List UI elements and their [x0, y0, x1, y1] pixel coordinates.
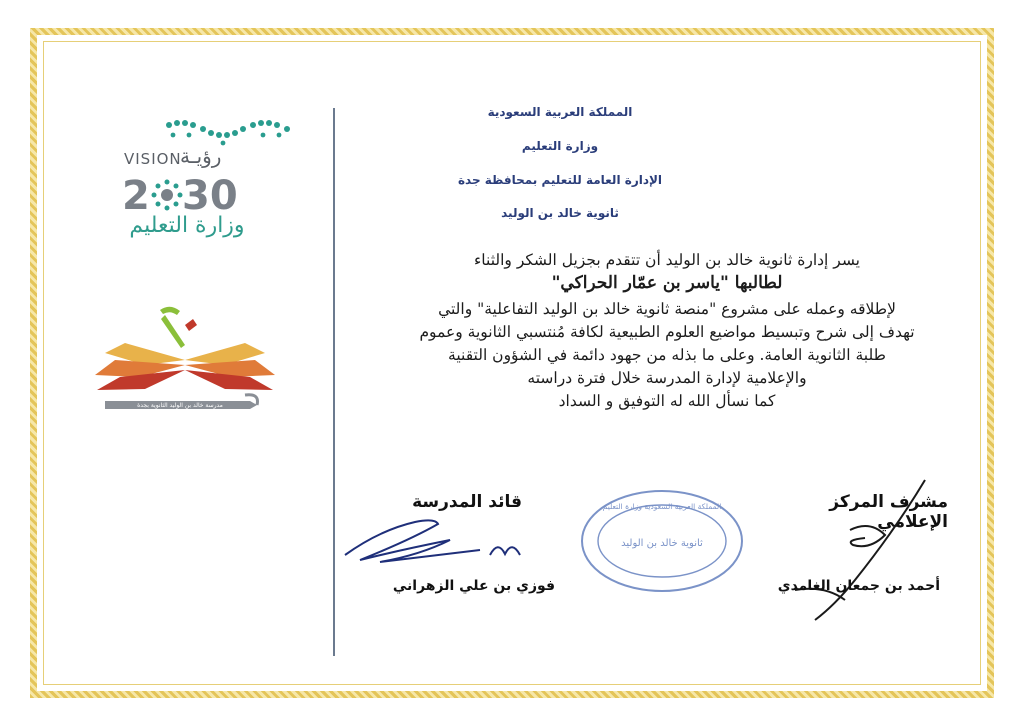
body-line-1: يسر إدارة ثانوية خالد بن الوليد أن تتقدم بجزيل الشكر والثناء	[474, 251, 860, 269]
year-digit-2: 2	[122, 173, 150, 219]
stamp-inner-text: ثانوية خالد بن الوليد	[621, 538, 703, 549]
body-line-7: كما نسأل الله له التوفيق و السداد	[558, 392, 776, 410]
school-leader-signature	[340, 510, 540, 570]
vertical-divider	[333, 108, 335, 656]
vision-emblem-icon	[150, 178, 184, 212]
ministry-of-education-logo-text: وزارة التعليم	[129, 213, 245, 238]
body-line-4: تهدف إلى شرح وتبسيط مواضيع العلوم الطبيعية لكافة مُنتسبي الثانوية وعموم	[419, 323, 915, 341]
school-leader-title: قائد المدرسة	[412, 492, 522, 512]
school-stamp	[578, 486, 746, 596]
header-school: ثانوية خالد بن الوليد	[501, 206, 619, 220]
school-leader-name: فوزي بن علي الزهراني	[392, 578, 555, 594]
body-line-6: والإعلامية لإدارة المدرسة خلال فترة دراسته	[527, 369, 807, 387]
student-name-line: لطالبها "ياسر بن عمّار الحراكي"	[551, 273, 783, 293]
year-digits-30: 30	[182, 173, 238, 219]
media-supervisor-signature	[775, 470, 945, 630]
body-line-5: طلبة الثانوية العامة. وعلى ما بذله من جهود دائمة في الشؤون التقنية	[448, 346, 886, 364]
header-country: المملكة العربية السعودية	[487, 105, 633, 119]
vision-arabic: رؤيـة	[180, 144, 222, 168]
vision-word: VISION	[124, 150, 182, 168]
header-directorate: الإدارة العامة للتعليم بمحافظة جدة	[457, 173, 663, 187]
emblem-text: مدرسة خالد بن الوليد الثانوية بجدة	[137, 402, 223, 409]
media-supervisor-title: مشرف المركز الإعلامي	[829, 492, 948, 532]
school-book-emblem-icon	[85, 305, 285, 425]
body-line-3: لإطلاقه وعمله على مشروع "منصة ثانوية خالد بن الوليد التفاعلية" والتي	[438, 300, 896, 318]
header-ministry: وزارة التعليم	[521, 139, 599, 153]
stamp-outer-text: المملكة العربية السعودية وزارة التعليم	[602, 502, 722, 511]
media-supervisor-name: أحمد بن جمعان الغامدي	[777, 578, 940, 594]
